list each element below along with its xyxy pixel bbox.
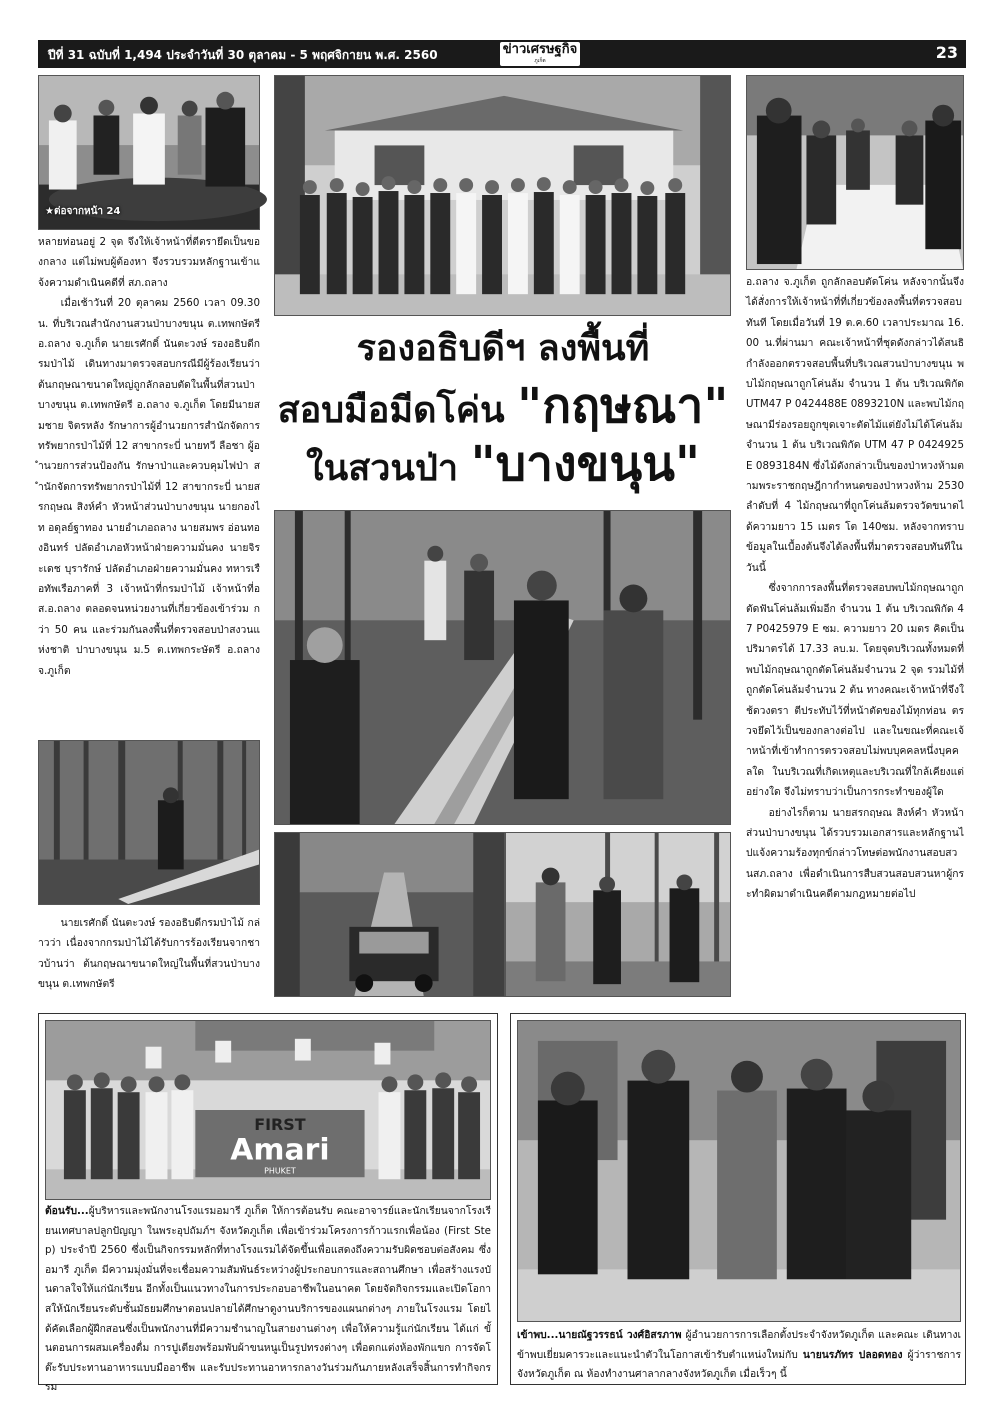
logo-text: ข่าวเศรษฐกิจ [502, 42, 578, 57]
caption-amari [45, 1202, 491, 1394]
newspaper-logo [500, 42, 580, 66]
caption-tail: ผู้ว่าราชการจังหวัดภูเก็ต ณ ห้องทำงานศาลากลางจังหวัดภูเก็ต เมื่อเร็วๆ นี้ [517, 1348, 961, 1381]
caption-lead: ต้อนรับ... [45, 1205, 89, 1217]
caption-body: ผู้อำนวยการการเลือกตั้งประจำจังหวัดภูเก็ต และคณะ เดินทางเข้าพบเยี่ยมคารวะและแนะนำตัวในโอกาสเข้ารับตำแหน่งใหม่กับ [517, 1329, 961, 1361]
article-paragraph: เมื่อเช้าวันที่ 20 ตุลาคม 2560 เวลา 09.30 น. ที่บริเวณสำนักงานสวนป่าบางขนุน ต.เทพกษัตรี อ.ถลาง จ.ภูเก็ต นายเรศักดิ์ นันตะวงษ์ รองอธิบดีกรมป่าไม้ เดินทางมาตรวจสอบกรณีมีผู้ร้องเรียนว่า ต้นกฤษณาขนาดใหญ่ถูกลักลอบตัดในพื้นที่สวนป่าบางขนุน ต.เทพกษัตรี อ.ถลาง จ.ภูเก็ต โดยมีนายสมชาย จิตรหลัง รักษาการผู้อำนวยการสำนักจัดการทรัพยากรป่าไม้ที่ 12 สาขากระบี่ นายทวี ลือชา ผู้อำนวยการส่วนป้องกัน รักษาป่าและควบคุมไฟป่า สำนักจัดการทรัพยากรป่าไม้ที่ 12 สาขากระบี่ นายสรกฤษณ สิงห์คำ หัวหน้าส่วนป่าบางขนุน นายกองไท อดุลย์ฐาทอง นายอำเภอถลาง นายสมพร อ่อนทองอินทร์ ปลัดอำเภอหัวหน้าฝ่ายความมั่นคง นายจิระเดช บุรารักษ์ ปลัดอำเภอฝ่ายความมั่นคง ทหารเรือทัพเรือภาคที่ 3 เจ้าหน้าที่กรมป่าไม้ เจ้าหน้าที่อส.อ.ถลาง ตลอดจนหน่วยงานที่เกี่ยวข้องเข้าร่วม กว่า 50 คน และร่วมกันลงพื้นที่ตรวจสอบป่าสงวนแห่งชาติ ปาบางขนุน ม.5 ต.เทพกระษัตรี อ.ถลาง จ.ภูเก็ต [38, 297, 260, 677]
issue-info: ปีที่ 31 ฉบับที่ 1,494 ประจำวันที่ 30 ตุลาคม - 5 พฤศจิกายน พ.ศ. 2560 [48, 48, 438, 62]
photo-forest-officer [38, 740, 260, 905]
article-right-column [746, 272, 964, 1004]
headline-line-3b: "บางขนุน" [470, 436, 700, 492]
news-box-amari [38, 1013, 498, 1394]
banner-sign: FIRST [254, 1114, 306, 1134]
continued-text: ต่อจากหน้า 24 [53, 206, 121, 217]
photo-forest-truck [274, 832, 505, 997]
article-paragraph: หลายท่อนอยู่ 2 จุด จึงให้เจ้าหน้าที่ตีตรายึดเป็นของกลาง แต่ไม่พบผู้ต้องหา จึงรวบรวมหลักฐานเข้าแจ้งความดำเนินคดีที่ สภ.ถลาง [38, 236, 260, 289]
photo-group-building [274, 75, 731, 316]
photo-three-officers [505, 832, 731, 997]
headline-line-3a: ในสวนป่า [306, 448, 471, 489]
article-paragraph: นายเรศักดิ์ นันตะวงษ์ รองอธิบดีกรมป่าไม้ กล่าวว่า เนื่องจากกรมป่าไม้ได้รับการร้องเรียนจากชาวบ้านว่า ต้นกฤษณาขนาดใหญ่ในพื้นที่สวนป่าบางขนุน ต.เทพกษัตรี [38, 917, 260, 991]
article-paragraph: อ.ถลาง จ.ภูเก็ต ถูกลักลอบตัดโค่น หลังจากนั้นจึงได้สั่งการให้เจ้าหน้าที่ที่เกี่ยวข้องลงพื้นที่ตรวจสอบทันที โดยเมื่อวันที่ 19 ต.ค.60 เวลาประมาณ 16.00 น.ที่ผ่านมา คณะเจ้าหน้าที่ชุดดังกล่าวได้สนธิกำลังออกตรวจสอบพื้นที่บริเวณสวนป่าบางขนุน พบไม้กฤษณาถูกโค่นล้ม จำนวน 1 ต้น บริเวณพิกัด UTM47 P 0424488E 0893210N และพบไม้กฤษณามีร่องรอยถูกขุดเจาะตัดไม้แต่ยังไม่ได้โค่นล้ม จำนวน 1 ต้น บริเวณพิกัด UTM 47 P 0424925E 0893184N ซึ่งไม้ดังกล่าวเป็นของป่าหวงห้ามตามพระราชกฤษฎีกากำหนดของป่าหวงห้าม 2530 ลำดับที่ 4 ไม้กฤษณาที่ถูกโค่นล้มตรวจวัดขนาดได้ความยาว 15 เมตร โต 140ซม. หลังจากทราบข้อมูลในเบื้องต้นจึงได้ลงพื้นที่มาตรวจสอบทันทีในวันนี้ [746, 276, 964, 574]
continued-badge: ★ต่อจากหน้า 24 [45, 206, 121, 217]
article-paragraph: อย่างไรก็ตาม นายสรกฤษณ สิงห์คำ หัวหน้าส่วนป่าบางขนุน ได้รวบรวมเอกสารและหลักฐานไปแจ้งความร้องทุกข์กล่าวโทษต่อพนักงานสอบสวนสภ.ถลาง เพื่อดำเนินการสืบสวนสอบสวนหาผู้กระทำผิดมาดำเนินคดีตามกฎหมายต่อไป [746, 806, 964, 901]
headline-line-3 [276, 436, 730, 497]
banner-hotel-name: Amari [230, 1132, 330, 1168]
article-left-bottom [38, 913, 260, 1003]
photo-table-meeting [746, 75, 964, 270]
headline-line-2a: สอบมือมีดโค่น [277, 390, 518, 431]
page-number: 23 [935, 43, 958, 62]
news-box-governor [510, 1013, 966, 1385]
caption-lead: เข้าพบ...นายณัฐวรรธน์ วงศ์อิสรภาพ [517, 1329, 682, 1341]
page-header [38, 40, 966, 68]
caption-governor [517, 1326, 961, 1382]
article-paragraph: ซึ่งจากการลงพื้นที่ตรวจสอบพบไม้กฤษณาถูกตัดฟันโค่นล้มเพิ่มอีก จำนวน 1 ต้น บริเวณพิกัด 47 P0425979 E ซม. ความยาว 20 เมตร คิดเป็นปริมาตรได้ 17.33 ลบ.ม. โดยจุดบริเวณทั้งหมดที่พบไม้กฤษณาถูกตัดโค่นล้มจำนวน 2 จุด รวมไม้ที่ถูกตัดโค่นล้มจำนวน 2 ต้น ทางคณะเจ้าหน้าที่จึงใช้ดวงตรา ตีประทับไว้ที่หน้าตัดของไม้ทุกท่อน ตรวจยึดไว้เป็นของกลางต่อไป และในขณะที่คณะเจ้าหน้าที่เข้าทำการตรวจสอบไม่พบบุคคลหนึ่งบุคคลใด ในบริเวณที่เกิดเหตุและบริเวณที่ใกล้เคียงแต่อย่างใด จึงไม่ทราบว่าเป็นการกระทำของผู้ใด [746, 582, 964, 799]
headline-line-2 [276, 376, 730, 441]
caption-name: นายนรภัทร ปลอดทอง [802, 1348, 903, 1361]
headline-line-1: รองอธิบดีฯ ลงพื้นที่ [356, 328, 650, 369]
logo-sub: ภูเก็ต [534, 58, 546, 64]
photo-governor-visit [517, 1020, 961, 1322]
caption-body: ผู้บริหารและพนักงานโรงแรมอมารี ภูเก็ต ให้การต้อนรับ คณะอาจารย์และนักเรียนจากโรงเรียนเทศบาลปลูกปัญญา ในพระอุปถัมภ์ฯ จังหวัดภูเก็ต เพื่อเข้าร่วมโครงการก้าวแรกเพื่อน้อง (First Step) ประจำปี 2560 ซึ่งเป็นกิจกรรมหลักที่ทางโรงแรมได้จัดขึ้นเพื่อแสดงถึงความรับผิดชอบต่อสังคม ซึ่ง อมารี ภูเก็ต มีความมุ่งมั่นที่จะเชื่อมความสัมพันธ์ระหว่างผู้ประกอบการและสถานศึกษา เพื่อสร้างแรงบันดาลใจให้แก่นักเรียน อีกทั้งเป็นแนวทางในการประกอบอาชีพในอนาคต โดยจัดกิจกรรมและเปิดโอกาสให้นักเรียนระดับชั้นมัธยมศึกษาตอนปลายได้ศึกษาดูงานบริการของแผนกต่างๆ ภายในโรงแรม โดยได้คัดเลือกผู้ฝึกสอนซึ่งเป็นพนักงานที่มีความชำนาญในสายงานต่างๆ เพื่อให้ความรู้แก่นักเรียน ได้แก่ ขั้นตอนการผสมเครื่องดื่ม การปูเตียงพร้อมพับผ้าขนหนูเป็นรูปทรงต่างๆ เพื่อตกแต่งห้องพักแขก การจัดโต๊ะรับประทานอาหารแบบมืออาชีพ และรับประทานอาหารกลางวันร่วมกันภายหลังเสร็จสิ้นการทำกิจกรรม [45, 1205, 491, 1394]
photo-amari-students [45, 1020, 491, 1200]
photo-fallen-agarwood [274, 510, 731, 825]
article-left-column [38, 232, 260, 736]
banner-hotel-city: PHUKET [264, 1166, 296, 1176]
photo-map-meeting [38, 75, 260, 230]
headline-line-2b: "กฤษณา" [517, 378, 729, 434]
